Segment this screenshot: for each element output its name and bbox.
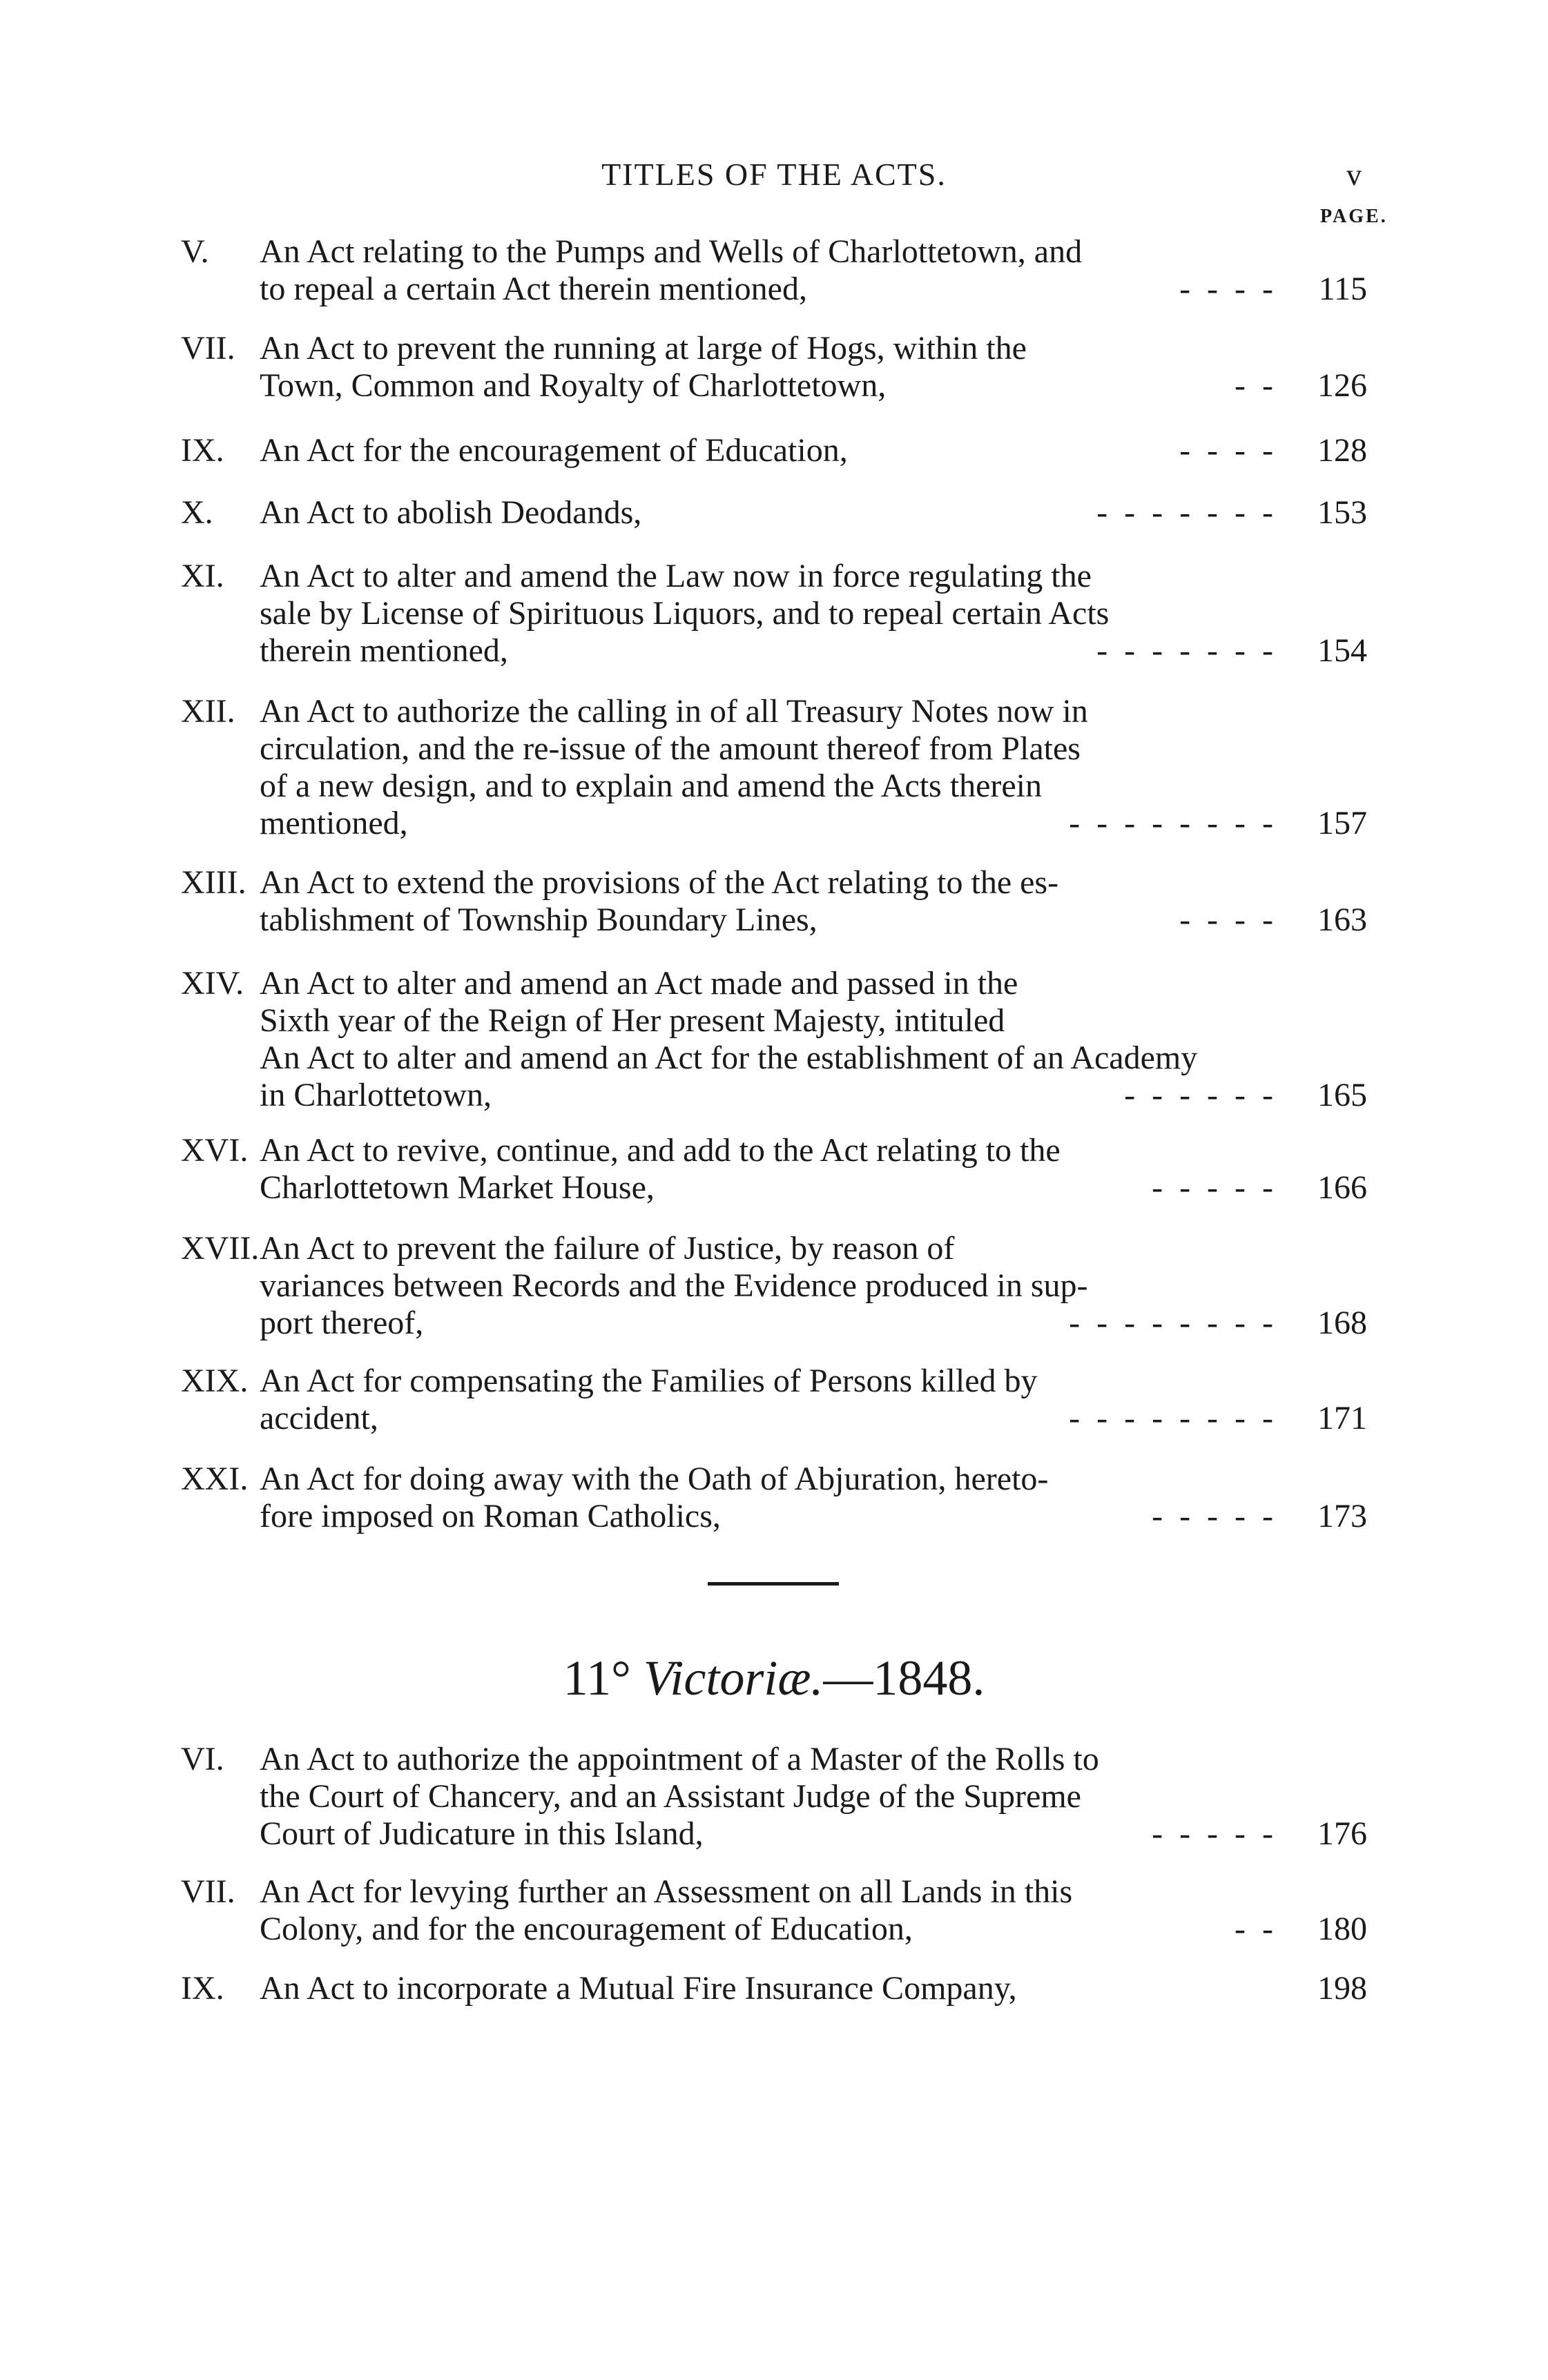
act-page-number: 165 (1317, 1077, 1367, 1113)
act-entry (0, 965, 1548, 1114)
section-divider (708, 1582, 839, 1586)
leader-dashes: - - - - - - - (1096, 494, 1277, 531)
leader-dashes: - - - - (1179, 432, 1277, 469)
act-entry-line (0, 233, 1548, 271)
act-entry (0, 494, 1548, 531)
act-entry-line (0, 901, 1548, 939)
act-number: XXI. (181, 1461, 249, 1497)
leader-dashes: - - - - - (1152, 1498, 1277, 1534)
leader-dashes: - - - - (1179, 901, 1277, 938)
act-number: VII. (181, 330, 235, 367)
act-title-text: Town, Common and Royalty of Charlottetown, (260, 367, 887, 404)
act-entry-line (0, 330, 1548, 367)
act-number: IX. (181, 1970, 224, 2007)
act-number: V. (181, 233, 209, 270)
leader-dashes: - - - - - - - (1096, 632, 1277, 669)
act-title-text: variances between Records and the Evidence produced in sup- (260, 1267, 1088, 1304)
act-number: XVII. (181, 1230, 260, 1267)
act-page-number: 128 (1317, 432, 1367, 469)
act-title-text: Court of Judicature in this Island, (260, 1815, 704, 1852)
act-entry (0, 233, 1548, 308)
act-entry-line (0, 730, 1548, 768)
act-number: VI. (181, 1741, 224, 1777)
act-entry-line (0, 1077, 1548, 1114)
act-title-text: An Act to revive, continue, and add to the Act relating to the (260, 1132, 1061, 1169)
act-entry-line (0, 1132, 1548, 1169)
act-number: X. (181, 494, 213, 531)
act-entry-line (0, 632, 1548, 670)
act-entry-line (0, 864, 1548, 901)
act-entry-line (0, 1741, 1548, 1778)
act-number: XIII. (181, 864, 246, 901)
act-entry-line (0, 1040, 1548, 1077)
act-number: XI. (181, 558, 224, 594)
act-entry-line (0, 1461, 1548, 1498)
act-title-text: circulation, and the re-issue of the amount thereof from Plates (260, 730, 1081, 767)
regnal-name: Victoriæ. (643, 1650, 824, 1706)
act-entry (0, 1363, 1548, 1437)
leader-dashes: - - - - - - - - (1069, 805, 1277, 841)
leader-dashes: - - (1235, 1911, 1277, 1947)
act-entry-line (0, 693, 1548, 730)
act-title-text: An Act to alter and amend an Act for the establishment of an Academy (260, 1040, 1198, 1076)
act-entry-line (0, 271, 1548, 308)
act-number: IX. (181, 432, 224, 469)
act-title-text: Charlottetown Market House, (260, 1169, 655, 1206)
act-page-number: 126 (1317, 367, 1367, 404)
act-title-text: sale by License of Spirituous Liquors, and to repeal certain Acts (260, 595, 1110, 632)
act-entry-line (0, 1400, 1548, 1437)
act-entry-line (0, 1169, 1548, 1207)
act-title-text: accident, (260, 1400, 378, 1436)
act-number: XIX. (181, 1363, 249, 1399)
act-entry-line (0, 965, 1548, 1002)
leader-dashes: - - - - - - (1124, 1077, 1277, 1113)
act-entry-line (0, 1305, 1548, 1342)
section-year: —1848. (823, 1650, 985, 1706)
act-entry-line (0, 1498, 1548, 1535)
act-page-number: 198 (1317, 1970, 1367, 2007)
act-title-text: An Act to prevent the failure of Justice, by reason of (260, 1230, 955, 1267)
act-entry-line (0, 1267, 1548, 1305)
act-entry-line (0, 1815, 1548, 1853)
act-entry-line (0, 1970, 1548, 2007)
act-entry-line (0, 1873, 1548, 1911)
act-title-text: An Act for compensating the Families of Persons killed by (260, 1363, 1038, 1399)
act-title-text: An Act for the encouragement of Education, (260, 432, 848, 469)
act-title-text: An Act relating to the Pumps and Wells of Charlottetown, and (260, 233, 1083, 270)
act-title-text: port thereof, (260, 1305, 424, 1341)
act-entry (0, 864, 1548, 939)
act-page-number: 168 (1317, 1305, 1367, 1341)
act-title-text: An Act to alter and amend an Act made and passed in the (260, 965, 1018, 1002)
act-entry-line (0, 1363, 1548, 1400)
act-number: VII. (181, 1873, 235, 1910)
act-title-text: fore imposed on Roman Catholics, (260, 1498, 721, 1534)
act-entry (0, 1132, 1548, 1207)
act-title-text: of a new design, and to explain and amend the Acts therein (260, 768, 1042, 804)
act-title-text: An Act to authorize the appointment of a Master of the Rolls to (260, 1741, 1099, 1777)
act-title-text: tablishment of Township Boundary Lines, (260, 901, 817, 938)
act-page-number: 154 (1317, 632, 1367, 669)
act-title-text: An Act to extend the provisions of the Act relating to the es- (260, 864, 1059, 901)
act-entry-line (0, 768, 1548, 805)
act-page-number: 180 (1317, 1911, 1367, 1947)
act-page-number: 173 (1317, 1498, 1367, 1534)
act-entry-line (0, 558, 1548, 595)
leader-dashes: - - - - - - - - (1069, 1400, 1277, 1436)
act-title-text: An Act for doing away with the Oath of Abjuration, hereto- (260, 1461, 1049, 1497)
act-title-text: therein mentioned, (260, 632, 508, 669)
act-page-number: 163 (1317, 901, 1367, 938)
act-page-number: 166 (1317, 1169, 1367, 1206)
act-entry-line (0, 1230, 1548, 1267)
act-title-text: Sixth year of the Reign of Her present Majesty, intituled (260, 1002, 1005, 1039)
leader-dashes: - - (1235, 367, 1277, 404)
act-title-text: An Act to alter and amend the Law now in force regulating the (260, 558, 1092, 594)
regnal-number: 11° (563, 1650, 631, 1706)
act-entry (0, 1461, 1548, 1535)
act-entry-line (0, 494, 1548, 531)
page-column-label: PAGE. (1320, 206, 1388, 227)
act-entry-line (0, 432, 1548, 469)
act-page-number: 115 (1318, 271, 1367, 307)
act-entry (0, 1741, 1548, 1853)
leader-dashes: - - - - (1179, 271, 1277, 307)
act-entry-line (0, 1778, 1548, 1815)
act-title-text: Colony, and for the encouragement of Education, (260, 1911, 913, 1947)
act-title-text: An Act to prevent the running at large of Hogs, within the (260, 330, 1027, 367)
act-number: XII. (181, 693, 235, 730)
act-entry (0, 330, 1548, 404)
act-entry-line (0, 805, 1548, 842)
act-title-text: An Act to abolish Deodands, (260, 494, 642, 531)
act-page-number: 176 (1317, 1815, 1367, 1852)
act-entry-line (0, 1911, 1548, 1948)
act-entry (0, 558, 1548, 670)
act-title-text: in Charlottetown, (260, 1077, 492, 1113)
act-number: XIV. (181, 965, 244, 1002)
act-number: XVI. (181, 1132, 249, 1169)
leader-dashes: - - - - - - - - (1069, 1305, 1277, 1341)
section-heading (0, 1650, 1548, 1707)
act-title-text: to repeal a certain Act therein mentioned, (260, 271, 807, 307)
act-entry-line (0, 367, 1548, 404)
act-entry-line (0, 595, 1548, 632)
act-page-number: 157 (1317, 805, 1367, 841)
act-entry (0, 1970, 1548, 2007)
act-entry (0, 1230, 1548, 1342)
act-page-number: 153 (1317, 494, 1367, 531)
act-title-text: mentioned, (260, 805, 408, 841)
act-page-number: 171 (1317, 1400, 1367, 1436)
act-entry (0, 432, 1548, 469)
act-title-text: the Court of Chancery, and an Assistant Judge of the Supreme (260, 1778, 1081, 1815)
act-title-text: An Act for levying further an Assessment on all Lands in this (260, 1873, 1073, 1910)
page-folio: v (1346, 158, 1362, 192)
act-title-text: An Act to incorporate a Mutual Fire Insurance Company, (260, 1970, 1017, 2007)
act-title-text: An Act to authorize the calling in of all Treasury Notes now in (260, 693, 1088, 730)
act-entry (0, 693, 1548, 842)
act-entry (0, 1873, 1548, 1948)
leader-dashes: - - - - - (1152, 1169, 1277, 1206)
act-entry-line (0, 1002, 1548, 1040)
leader-dashes: - - - - - (1152, 1815, 1277, 1852)
running-title: TITLES OF THE ACTS. (601, 157, 947, 192)
